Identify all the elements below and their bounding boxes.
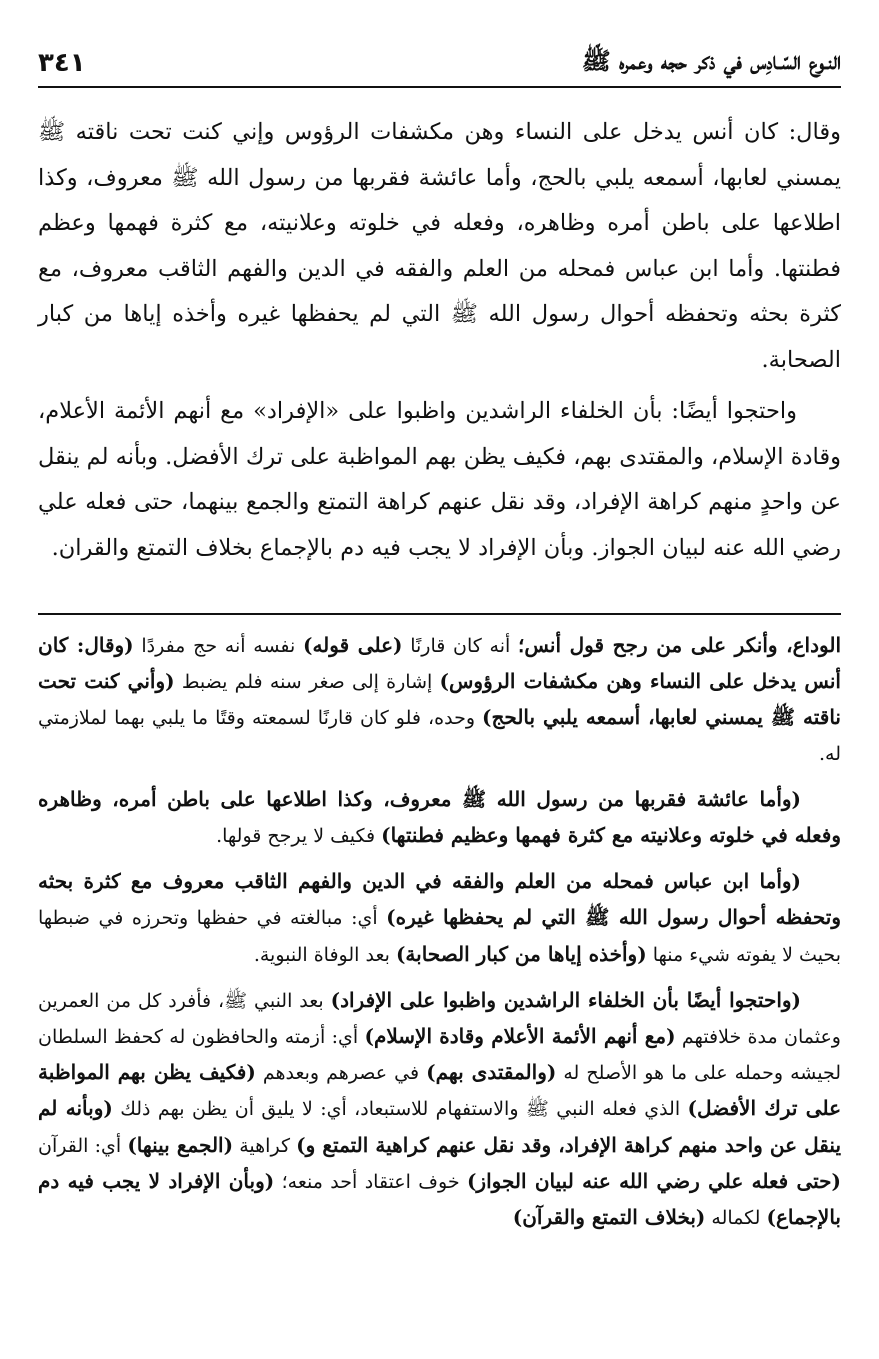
- footnote-divider: [38, 613, 841, 615]
- page-header: [38, 40, 841, 88]
- gloss-text: أي: مبالغته في حفظها وتحرزه في ضبطها بحيث لا يفوته شيء منها: [38, 907, 841, 966]
- quoted-text: (وأني كنت تحت ناقته ﷺ يمسني لعابها، أسمعه يلبي بالحج): [38, 669, 841, 730]
- quoted-text: (حتى فعله علي رضي الله عنه لبيان الجواز): [466, 1168, 842, 1193]
- quoted-text: (وأخذه إياها من كبار الصحابة): [395, 941, 647, 966]
- gloss-text: أي: أزمته والحافظون له كحفظ السلطان لجيشه وحمله على ما هو الأصلح له: [38, 1026, 841, 1085]
- gloss-text: أنه كان قارنًا: [402, 635, 519, 657]
- quoted-text: (وبأنه لم ينقل عن واحد منهم كراهة الإفراد، وقد نقل عنهم كراهية التمتع و): [38, 1096, 842, 1157]
- commentary-text: [38, 628, 841, 1236]
- quoted-text: (وبأن الإفراد لا يجب فيه دم بالإجماع): [38, 1168, 841, 1230]
- gloss-text: نفسه أنه حج مفردًا: [133, 635, 303, 657]
- running-head: النـوع السّـادِس في ذكر حجه وعمره ﷺ: [581, 45, 841, 75]
- gloss-text: فكيف لا يرجح قولها.: [216, 825, 382, 848]
- gloss-text: الذي فعله النبي ﷺ والاستفهام للاستبعاد، أي: لا يليق أن يظن بهم ذلك: [112, 1098, 688, 1121]
- quoted-text: (وقال: كان أنس يدخل على النساء وهن مكشفات الرؤوس): [38, 633, 841, 694]
- quoted-text: (واحتجوا أيضًا بأن الخلفاء الراشدين واظبوا على الإفراد): [330, 987, 801, 1012]
- quoted-text: (على قوله): [303, 633, 403, 657]
- gloss-text: كراهية: [233, 1134, 297, 1157]
- gloss-text: لكماله: [705, 1207, 767, 1230]
- gloss-text: خوف اعتقاد أحد منعه؛: [274, 1170, 467, 1193]
- commentary-paragraph: [38, 782, 841, 854]
- main-paragraph: واحتجوا أيضًا: بأن الخلفاء الراشدين واظبوا على «الإفراد» مع أنهم الأئمة الأعلام، وقادة الإسلام، والمقتدى بهم، فكيف يظن بهم المواظبة على ترك الأفضل. وبأنه لم ينقل عن واحدٍ منهم كراهة الإفراد، وقد نقل عنهم كراهة التمتع والجمع بينهما، حتى فعله علي رضي الله عنه لبيان الجواز. وبأن الإفراد لا يجب فيه دم بالإجماع بخلاف التمتع والقران.: [38, 398, 841, 561]
- quoted-text: (وأما عائشة فقربها من رسول الله ﷺ معروف، وكذا اطلاعها على باطن أمره، وظاهره وفعله في خلوته وعلانيته مع كثرة فهمها وعظيم فطنتها): [38, 786, 841, 848]
- quoted-text: (بخلاف التمتع والقرآن): [512, 1205, 706, 1230]
- quoted-text: الوداع، وأنكر على من رجح قول أنس؛: [518, 633, 842, 657]
- quoted-text: (وأما ابن عباس فمحله من العلم والفقه في الدين والفهم الثاقب معروف مع كثرة بحثه وتحفظه أحوال رسول الله ﷺ التي لم يحفظها غيره): [38, 869, 842, 930]
- quoted-text: (الجمع بينها): [127, 1132, 234, 1157]
- quoted-text: (مع أنهم الأئمة الأعلام وقادة الإسلام): [364, 1024, 676, 1049]
- page-number: ٣٤١: [38, 48, 86, 78]
- commentary-paragraph: [38, 983, 841, 1236]
- gloss-text: وحده، فلو كان قارنًا لسمعته وقتًا ما يلبي بهما لملازمتي له.: [38, 707, 841, 765]
- quoted-text: (والمقتدى بهم): [426, 1060, 557, 1085]
- gloss-text: إشارة إلى صغر سنه فلم يضبط: [174, 671, 440, 694]
- main-paragraph: وقال: كان أنس يدخل على النساء وهن مكشفات الرؤوس وإني كنت تحت ناقته ﷺ يمسني لعابها، أسمعه يلبي بالحج، وأما عائشة فقربها من رسول الله ﷺ معروف، وكذا اطلاعها على باطن أمره وظاهره، وفعله في خلوته وعلانيته، مع كثرة فهمها وعظم فطنتها. وأما ابن عباس فمحله من العلم والفقه في الدين والفهم الثاقب معروف، مع كثرة بحثه وتحفظه أحوال رسول الله ﷺ التي لم يحفظها غيره وأخذه إياها من كبار الصحابة.: [38, 119, 841, 373]
- gloss-text: أي: القرآن: [38, 1134, 128, 1157]
- commentary-paragraph: [38, 628, 841, 772]
- gloss-text: في عصرهم وبعدهم: [255, 1062, 427, 1085]
- gloss-text: بعد الوفاة النبوية.: [253, 943, 396, 966]
- main-text: [38, 110, 841, 571]
- commentary-paragraph: [38, 864, 841, 973]
- gloss-text: بعد النبي ﷺ، فأفرد كل من العمرين وعثمان مدة خلافتهم: [38, 989, 841, 1049]
- quoted-text: (فكيف يظن بهم المواظبة على ترك الأفضل): [38, 1060, 842, 1121]
